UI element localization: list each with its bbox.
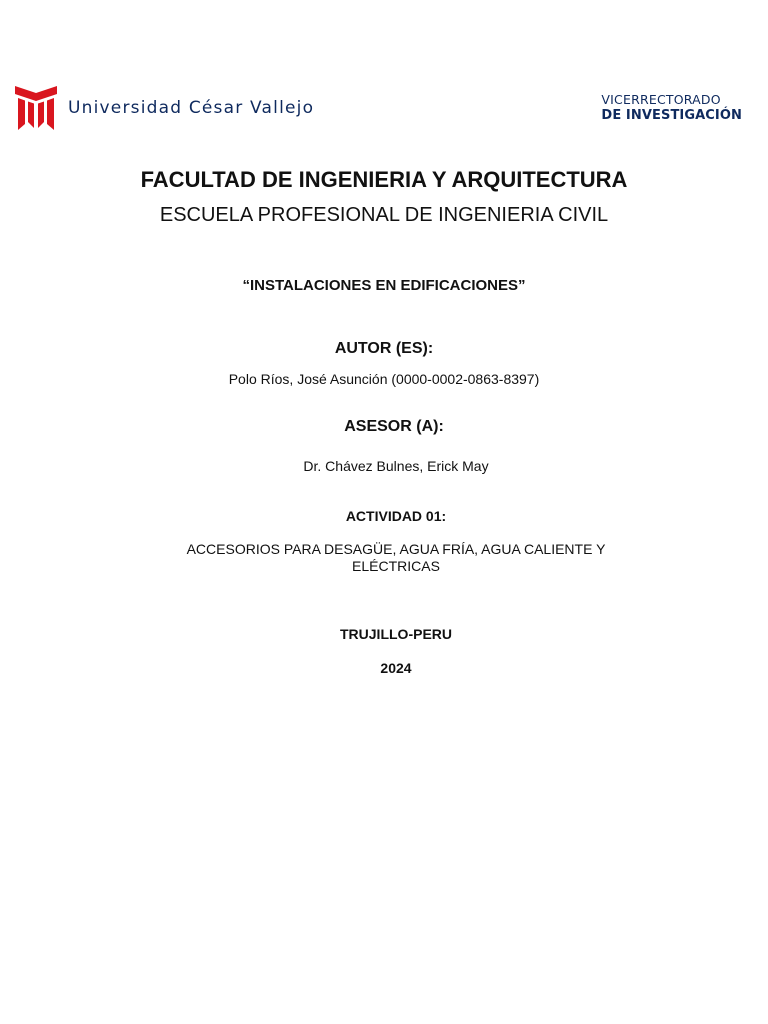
vicerrectorado-line2: DE INVESTIGACIÓN xyxy=(601,107,742,123)
advisor-value: Dr. Chávez Bulnes, Erick May xyxy=(303,458,489,474)
author-value: Polo Ríos, José Asunción (0000-0002-0863-8397) xyxy=(228,371,540,387)
vicerrectorado-logo xyxy=(601,94,742,122)
faculty-title: FACULTAD DE INGENIERIA Y ARQUITECTURA xyxy=(140,167,628,192)
activity-line2: ELÉCTRICAS xyxy=(352,558,440,574)
ucv-emblem-icon xyxy=(14,84,58,132)
course-title: “INSTALACIONES EN EDIFICACIONES” xyxy=(242,277,526,294)
author-heading: AUTOR (ES): xyxy=(334,340,434,357)
advisor-heading: ASESOR (A): xyxy=(344,418,444,435)
activity-description xyxy=(12,541,768,575)
university-name: Universidad César Vallejo xyxy=(68,98,315,118)
activity-heading: ACTIVIDAD 01: xyxy=(345,508,447,524)
vicerrectorado-line1: VICERRECTORADO xyxy=(601,92,721,107)
city: TRUJILLO-PERU xyxy=(340,626,452,642)
activity-line1: ACCESORIOS PARA DESAGÜE, AGUA FRÍA, AGUA CALIENTE Y xyxy=(186,541,606,557)
school-title: ESCUELA PROFESIONAL DE INGENIERIA CIVIL xyxy=(159,204,609,226)
year: 2024 xyxy=(380,660,412,676)
ucv-logo xyxy=(14,84,314,132)
